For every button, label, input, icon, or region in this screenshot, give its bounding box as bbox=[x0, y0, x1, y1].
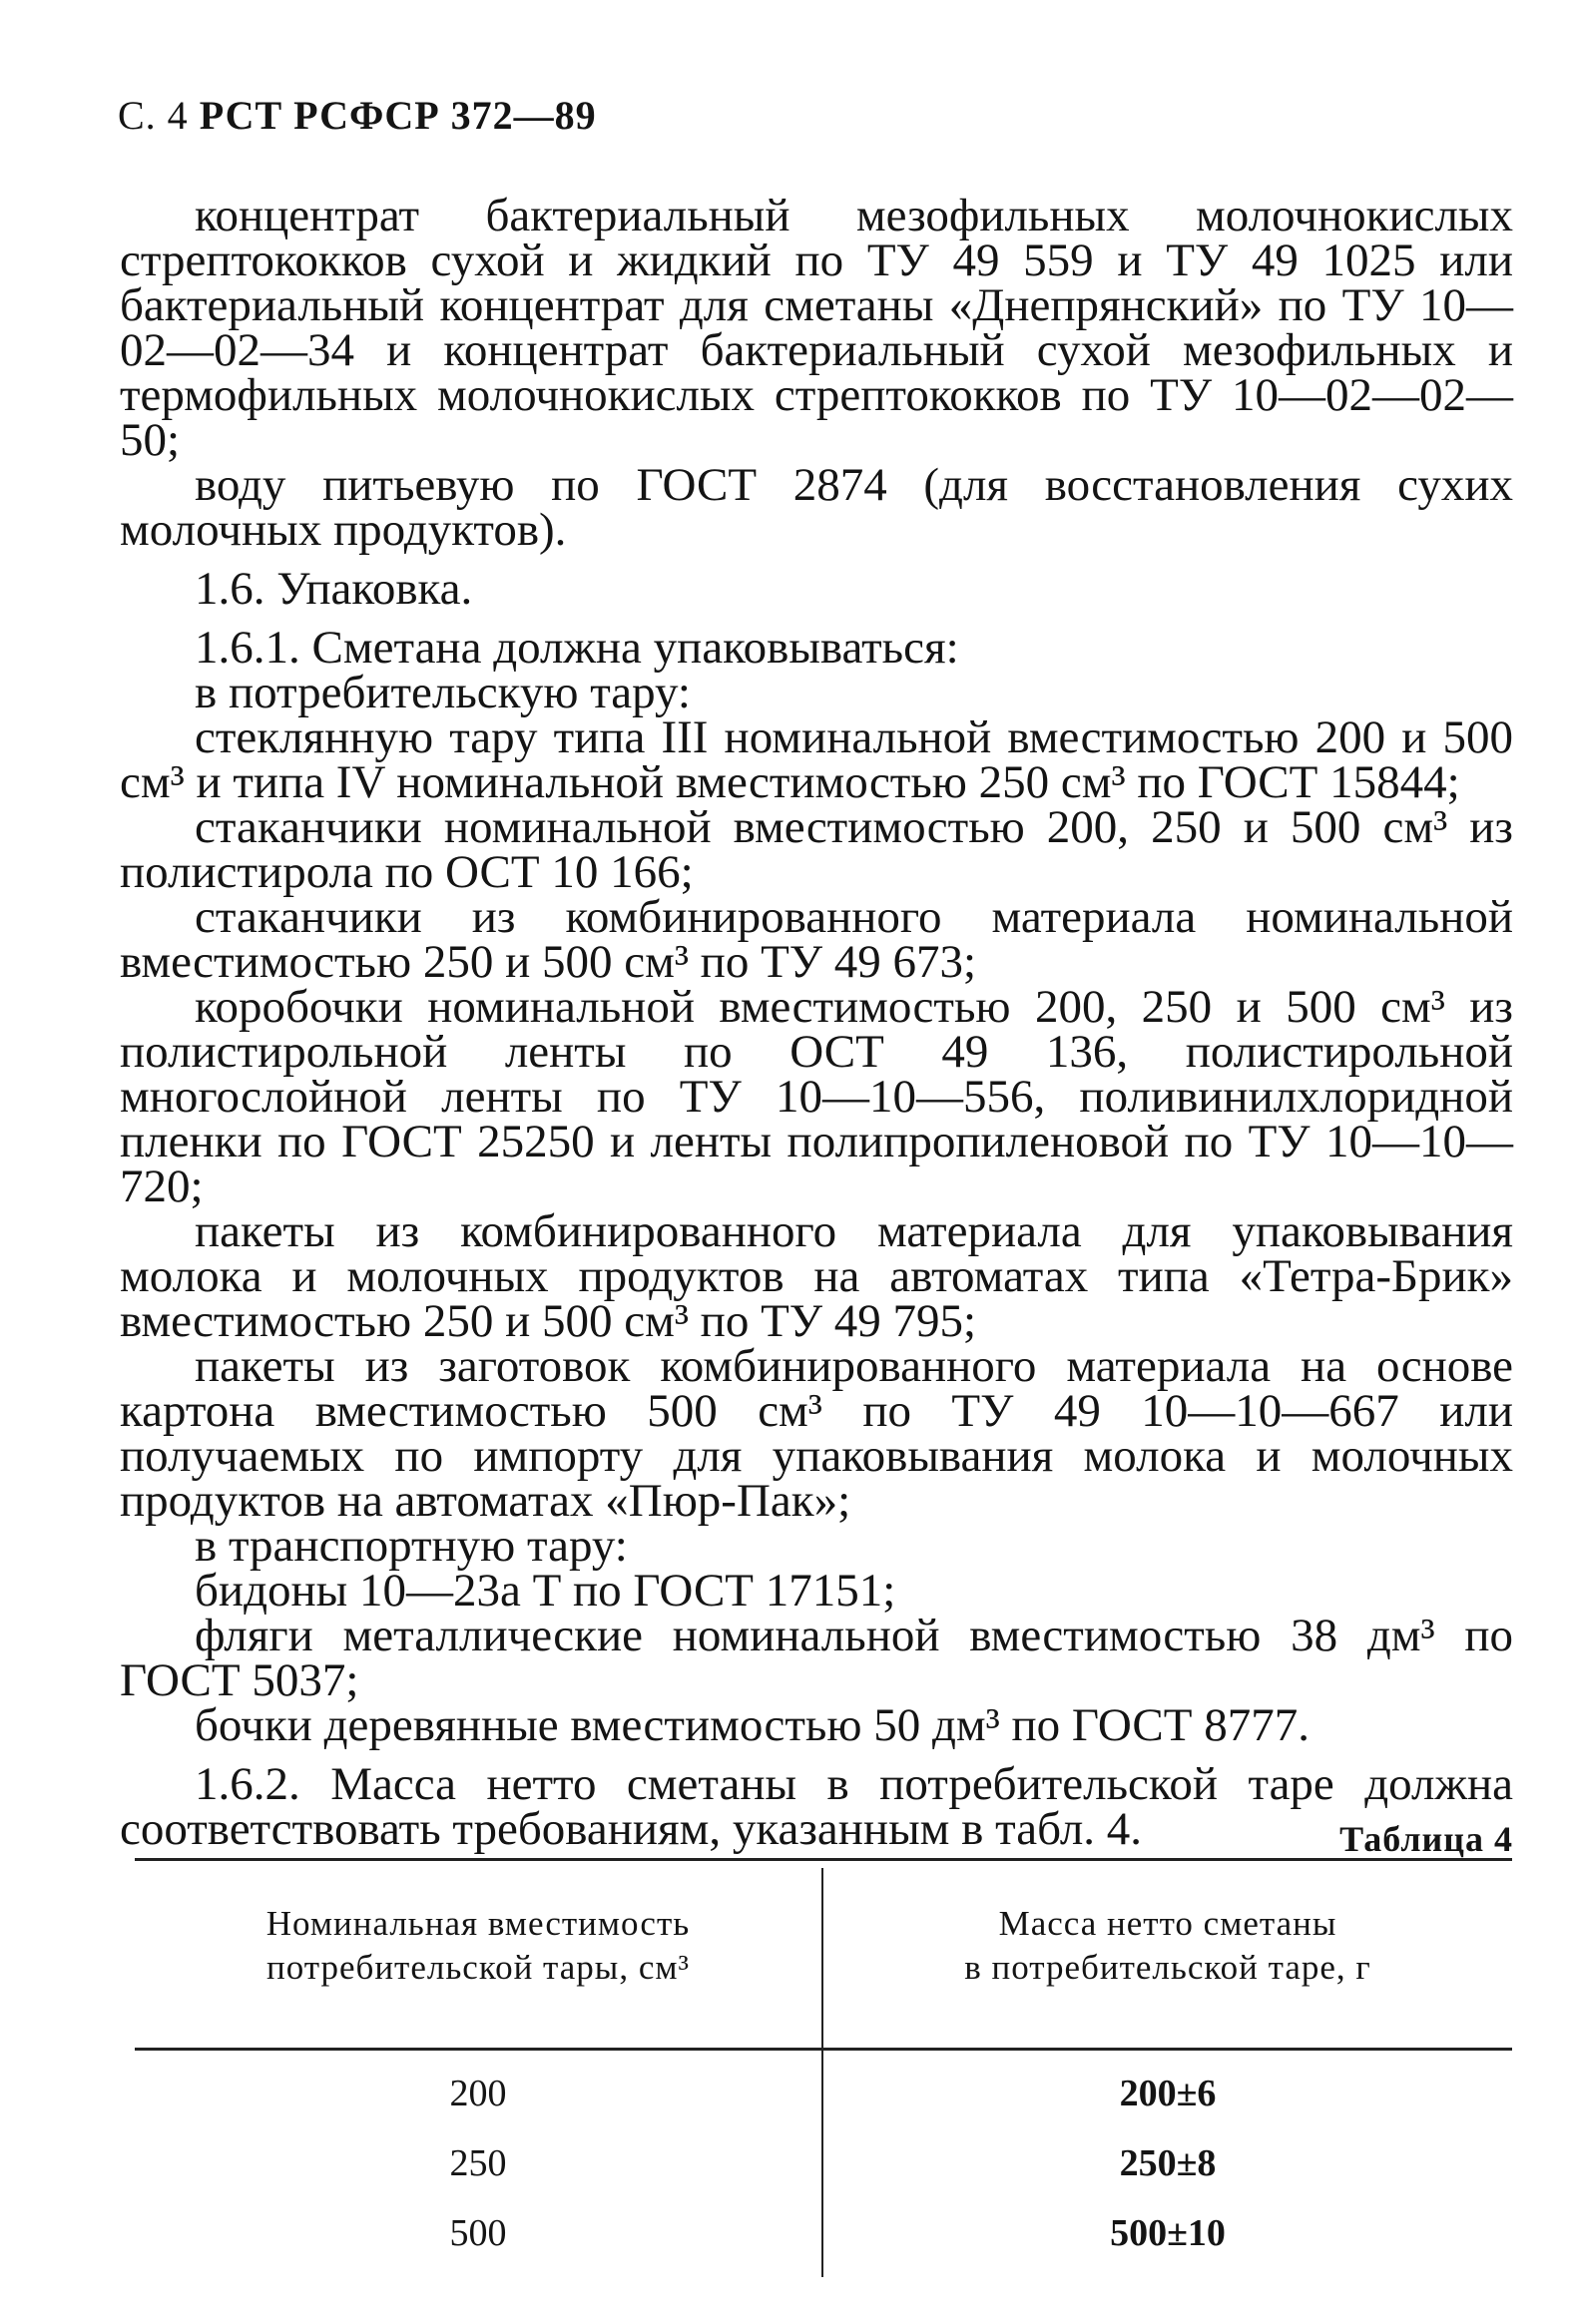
table-header-mass-line1: Масса нетто сметаны bbox=[998, 1904, 1337, 1943]
paragraph-cans: бидоны 10—23а Т по ГОСТ 17151; bbox=[195, 1565, 896, 1617]
paragraph-tetra-brik: пакеты из комбинированного материала для упаковывания молока и молочных продуктов на автоматах типа «Тетра-Брик» вместимостью 250 и 500 см³ по ТУ 49 795; bbox=[120, 1205, 1513, 1347]
paragraph-barrels: бочки деревянные вместимостью 50 дм³ по ГОСТ 8777. bbox=[195, 1699, 1310, 1751]
paragraph-1-6-2: 1.6.2. Масса нетто сметаны в потребительской таре должна соответствовать требованиям, указанным в табл. 4. bbox=[120, 1758, 1513, 1855]
paragraph-transport-tare: в транспортную тару: bbox=[195, 1520, 628, 1572]
table-header-rule bbox=[135, 2048, 1512, 2051]
table-top-rule bbox=[135, 1858, 1512, 1861]
table-cell-capacity: 200 bbox=[449, 2073, 507, 2114]
paragraph-flasks: фляги металлические номинальной вместимостью 38 дм³ по ГОСТ 5037; bbox=[120, 1610, 1513, 1706]
paragraph-boxes: коробочки номинальной вместимостью 200, 250 и 500 см³ из полистирольной ленты по ОСТ 49 136, полистирольной многослойной ленты по ТУ 10—10—556, поливинилхлоридной пленки по ГОСТ 25250 и ленты полипропиленовой по ТУ 10—10—720; bbox=[120, 981, 1513, 1212]
table-cell-capacity: 500 bbox=[449, 2212, 507, 2254]
table-header-mass bbox=[823, 1902, 1512, 1990]
table-header-mass-line2: в потребительской таре, г bbox=[964, 1948, 1371, 1987]
table-4 bbox=[135, 1858, 1512, 2277]
table-header-capacity-line2: потребительской тары, см³ bbox=[265, 1948, 690, 1987]
table-row bbox=[135, 2141, 1512, 2201]
table-cell-mass: 250±8 bbox=[1119, 2142, 1217, 2184]
body-text bbox=[120, 190, 1513, 1855]
table-cell-mass: 500±10 bbox=[1110, 2212, 1226, 2254]
section-heading-packaging: 1.6. Упаковка. bbox=[195, 563, 473, 615]
table-row bbox=[135, 2072, 1512, 2131]
table-cell-capacity: 250 bbox=[449, 2142, 507, 2184]
paragraph-glass-tare: стеклянную тару типа III номинальной вместимостью 200 и 500 см³ и типа IV номинальной вместимостью 250 см³ по ГОСТ 15844; bbox=[120, 711, 1513, 808]
table-header-capacity-line1: Номинальная вместимость bbox=[265, 1904, 691, 1943]
paragraph-consumer-tare: в потребительскую тару: bbox=[195, 667, 691, 718]
paragraph-drinking-water: воду питьевую по ГОСТ 2874 (для восстановления сухих молочных продуктов). bbox=[120, 459, 1513, 556]
paragraph-combined-cups: стаканчики из комбинированного материала номинальной вместимостью 250 и 500 см³ по ТУ 49 673; bbox=[120, 891, 1513, 988]
paragraph-1-6-1: 1.6.1. Сметана должна упаковываться: bbox=[195, 622, 959, 674]
document-code: РСТ РСФСР 372—89 bbox=[199, 93, 597, 138]
table-header-capacity bbox=[135, 1902, 821, 1990]
table-row bbox=[135, 2211, 1512, 2271]
page-number: С. 4 bbox=[118, 93, 189, 138]
paragraph-pure-pak: пакеты из заготовок комбинированного материала на основе картона вместимостью 500 см³ по ТУ 49 10—10—667 или получаемых по импорту для упаковывания молока и молочных продуктов на автоматах «Пюр-Пак»; bbox=[120, 1340, 1513, 1527]
paragraph-polystyrene-cups: стаканчики номинальной вместимостью 200, 250 и 500 см³ из полистирола по ОСТ 10 166; bbox=[120, 801, 1513, 898]
paragraph-bacterial-concentrate: концентрат бактериальный мезофильных молочнокислых стрептококков сухой и жидкий по ТУ 49 559 и ТУ 49 1025 или бактериальный концентрат для сметаны «Днепрянский» по ТУ 10—02—02—34 и концентрат бактериальный сухой мезофильных и термофильных молочнокислых стрептококков по ТУ 10—02—02—50; bbox=[120, 190, 1513, 466]
running-header bbox=[118, 92, 597, 139]
table-caption: Таблица 4 bbox=[1339, 1819, 1513, 1859]
table-cell-mass: 200±6 bbox=[1119, 2073, 1217, 2114]
